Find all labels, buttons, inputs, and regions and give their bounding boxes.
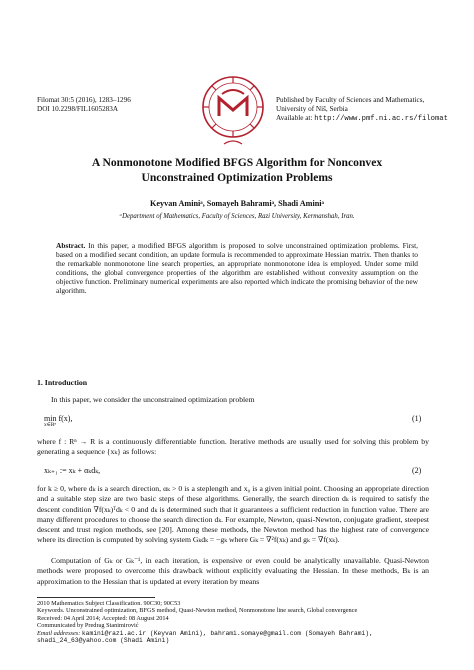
equation-1-expression: min f(x), bbox=[44, 414, 73, 423]
availability bbox=[276, 114, 451, 124]
abstract-text: In this paper, a modified BFGS algorithm is proposed to solve unconstrained optimization problems. First, based on a modified secant condition, an update formula is recommended to approximate Hessian matrix. Then thanks to the remarkable nonmonotone line search properties, an appropriate nonmonotone idea is employed. Under some mild conditions, the global convergence properties of the algorithm are established without convexity assumption on the objective function. Preliminary numerical experiments are also reported which indicate the promising behavior of the new algorithm. bbox=[56, 241, 418, 296]
footnotes bbox=[37, 600, 437, 644]
equation-2-expression: xₖ₊₁ := xₖ + αₖdₖ, bbox=[44, 466, 101, 475]
journal-info bbox=[37, 96, 197, 114]
paragraph-2: where f : Rⁿ → R is a continuously differentiable function. Iterative methods are usually used for solving this problem by generating a sequence {xₖ} as follows: bbox=[37, 437, 429, 457]
footnote-keywords: Keywords. Unconstrained optimization, BFGS method, Quasi-Newton method, Nonmonotone line search, Global convergence bbox=[37, 607, 358, 615]
footnote-received: Received: 04 April 2014; Accepted: 08 August 2014 bbox=[37, 614, 169, 622]
title-line-2: Unconstrained Optimization Problems bbox=[141, 171, 333, 184]
equation-2-number: (2) bbox=[412, 466, 422, 475]
journal-citation: Filomat 30:5 (2016), 1283–1296 bbox=[37, 96, 131, 104]
email-addresses-1[interactable]: kamini@razi.ac.ir (Keyvan Amini), bahrami.somaye@gmail.com (Somayeh Bahrami), bbox=[81, 629, 373, 637]
abstract bbox=[56, 241, 418, 296]
journal-doi: DOI 10.2298/FIL1605283A bbox=[37, 105, 119, 113]
footnote-rule bbox=[37, 597, 155, 598]
publisher-location: University of Niš, Serbia bbox=[276, 105, 348, 113]
equation-1 bbox=[44, 414, 72, 428]
affiliation: ᵃDepartment of Mathematics, Faculty of Sciences, Razi University, Kermanshah, Iran. bbox=[119, 213, 355, 220]
equation-1-number: (1) bbox=[412, 414, 422, 423]
emails-label: Email addresses: bbox=[37, 629, 81, 637]
intro-paragraph: In this paper, we consider the unconstrained optimization problem bbox=[51, 395, 255, 404]
footnote-emails bbox=[37, 630, 437, 637]
paragraph-4: Computation of Gₖ or Gₖ⁻¹, in each iteration, is expensive or even could be analytically unavailable. Quasi-Newton methods were proposed to overcome this drawback without explicitly evaluating the Hessian. In these methods, Bₖ is an approximation to the Hessian that is updated at every iteration by means bbox=[37, 556, 429, 586]
section-heading: 1. Introduction bbox=[37, 378, 88, 387]
footnote-communicated: Communicated by Predrag Stanimirović bbox=[37, 622, 139, 630]
journal-url-link[interactable]: http://www.pmf.ni.ac.rs/filomat bbox=[314, 115, 448, 123]
email-addresses-2[interactable]: shadi_24_63@yahoo.com (Shadi Amini) bbox=[37, 637, 170, 645]
equation-1-subscript: x∈Rⁿ bbox=[44, 422, 57, 428]
filomat-seal-logo bbox=[200, 74, 266, 148]
paragraph-3: for k ≥ 0, where dₖ is a search direction, αₖ > 0 is a steplength and x₀ is a given initial point. Choosing an appropriate direction and a suitable step size are two basic steps of these algorithms. Generally, the search direction dₖ is required to satisfy the descent condition ∇f(xₖ)ᵀdₖ < 0 and dₖ is determined such that it guarantees a sufficient reduction in function value. There are many different procedures to choose the search direction dₖ. For example, Newton, quasi-Newton, conjugate gradient, steepest descent and trust region methods, see [20]. Among these methods, the Newton method has the highest rate of convergence where its direction is computed by solving system Gₖdₖ = −gₖ where Gₖ = ∇²f(xₖ) and gₖ = ∇f(xₖ). bbox=[37, 484, 429, 545]
footnote-msc: 2010 Mathematics Subject Classification. 90C30; 90C53 bbox=[37, 600, 181, 607]
publisher-info bbox=[276, 96, 451, 124]
paper-title bbox=[30, 155, 444, 185]
publisher-line: Published by Faculty of Sciences and Mathematics, bbox=[276, 96, 425, 104]
available-label: Available at: bbox=[276, 114, 313, 122]
abstract-label: Abstract. bbox=[56, 241, 86, 250]
author-list: Keyvan Aminiᵃ, Somayeh Bahramiᵃ, Shadi Aminiᵃ bbox=[150, 199, 324, 208]
title-line-1: A Nonmonotone Modified BFGS Algorithm for Nonconvex bbox=[91, 156, 383, 169]
